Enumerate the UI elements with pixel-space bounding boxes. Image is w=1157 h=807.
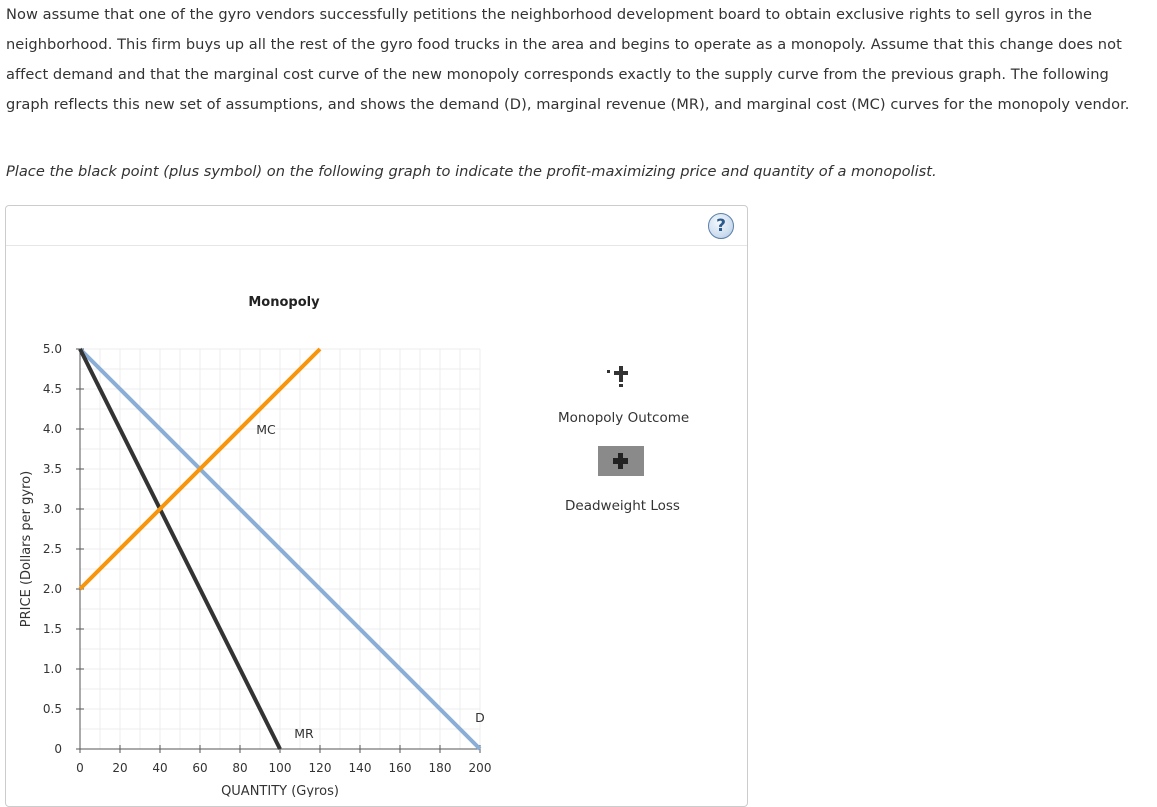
help-button[interactable]: ? <box>708 213 734 239</box>
intro-line: neighborhood. This firm buys up all the rest of the gyro food trucks in the area and begins to operate as a monopoly. Assume that this change does not <box>6 36 1122 53</box>
y-tick-label: 2.5 <box>42 542 62 556</box>
x-tick-label: 80 <box>232 761 248 775</box>
intro-line: affect demand and that the marginal cost curve of the new monopoly corresponds exactly to the supply curve from the previous graph. The following <box>6 66 1109 83</box>
y-tick-label: 2.0 <box>42 582 62 596</box>
y-tick-label: 0 <box>54 742 62 756</box>
x-tick-label: 160 <box>388 761 412 775</box>
monopoly-outcome-tool[interactable] <box>603 364 633 388</box>
y-tick-label: 3.5 <box>42 462 62 476</box>
x-axis-label: QUANTITY (Gyros) <box>221 784 339 797</box>
intro-line: graph reflects this new set of assumptions, and shows the demand (D), marginal revenue (MR), and marginal cost (MC) curves for the monopoly vendor. <box>6 96 1130 113</box>
x-tick-label: 40 <box>152 761 168 775</box>
x-tick-label: 200 <box>468 761 492 775</box>
plus-icon <box>598 446 644 476</box>
x-tick-label: 20 <box>112 761 128 775</box>
y-tick-label: 1.0 <box>42 662 62 676</box>
instruction-text: Place the black point (plus symbol) on the following graph to indicate the profit-maximizing price and quantity of a monopolist. <box>6 163 937 180</box>
x-tick-label: 100 <box>268 761 292 775</box>
y-tick-label: 4.0 <box>42 422 62 436</box>
x-tick-label: 120 <box>308 761 332 775</box>
monopoly-outcome-label: Monopoly Outcome <box>558 410 690 426</box>
chart-title: Monopoly <box>248 295 320 310</box>
deadweight-loss-tool[interactable] <box>598 446 644 476</box>
x-tick-label: 60 <box>192 761 208 775</box>
intro-line: Now assume that one of the gyro vendors successfully petitions the neighborhood development board to obtain exclusive rights to sell gyros in the <box>6 6 1093 23</box>
curve-label-mc: MC <box>256 422 276 437</box>
y-tick-label: 4.5 <box>42 382 62 396</box>
y-tick-label: 1.5 <box>42 622 62 636</box>
curve-label-mr: MR <box>294 726 314 741</box>
x-tick-label: 140 <box>348 761 372 775</box>
x-tick-label: 180 <box>428 761 452 775</box>
curve-label-d: D <box>475 710 485 725</box>
y-tick-label: 3.0 <box>42 502 62 516</box>
x-tick-label: 0 <box>76 761 84 775</box>
deadweight-loss-label: Deadweight Loss <box>565 498 680 514</box>
y-axis-label: PRICE (Dollars per gyro) <box>19 470 34 628</box>
plus-icon <box>603 364 633 388</box>
y-tick-label: 0.5 <box>42 702 62 716</box>
y-tick-label: 5.0 <box>42 342 62 356</box>
